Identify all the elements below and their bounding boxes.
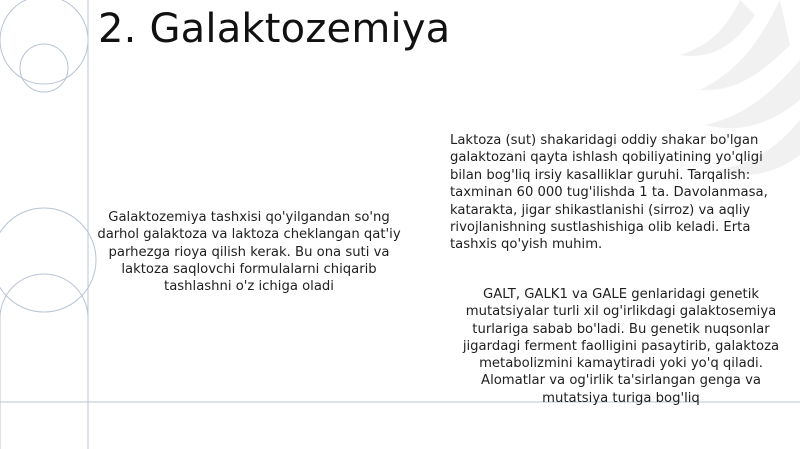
definition-paragraph: Laktoza (sut) shakaridagi oddiy shakar bo'lgan galaktozani qayta ishlash qobiliyatining yo'qligi bilan bog'liq irsiy kasalliklar guruhi. Tarqalish: taxminan 60 000 tug'ilishda 1 ta. Davolanmasa, katarakta, jigar shikastlanishi (sirroz) va aqliy rivojlanishning sustlashishiga olib keladi. Erta tashxis qo'yish muhim. [450,133,768,253]
treatment-paragraph: Galaktozemiya tashxisi qo'yilgandan so'ng darhol galaktoza va laktoza cheklangan qat'iy parhezga rioya qilish kerak. Bu ona suti va laktoza saqlovchi formulalarni chiqarib tashlashni o'z ichiga oladi [97,210,401,295]
slide-title: 2. Galaktozemiya [98,6,451,52]
genetics-paragraph: GALT, GALK1 va GALE genlaridagi genetik mutatsiyalar turli xil og'irlikdagi galaktosemiya turlariga sabab bo'ladi. Bu genetik nuqsonlar jigardagi ferment faolligini pasaytirib, galaktoza metabolizmini kamaytiradi yoki yo'q qiladi. Alomatlar va og'irlik ta'sirlangan genga va mutatsiya turiga bog'liq [462,287,780,406]
